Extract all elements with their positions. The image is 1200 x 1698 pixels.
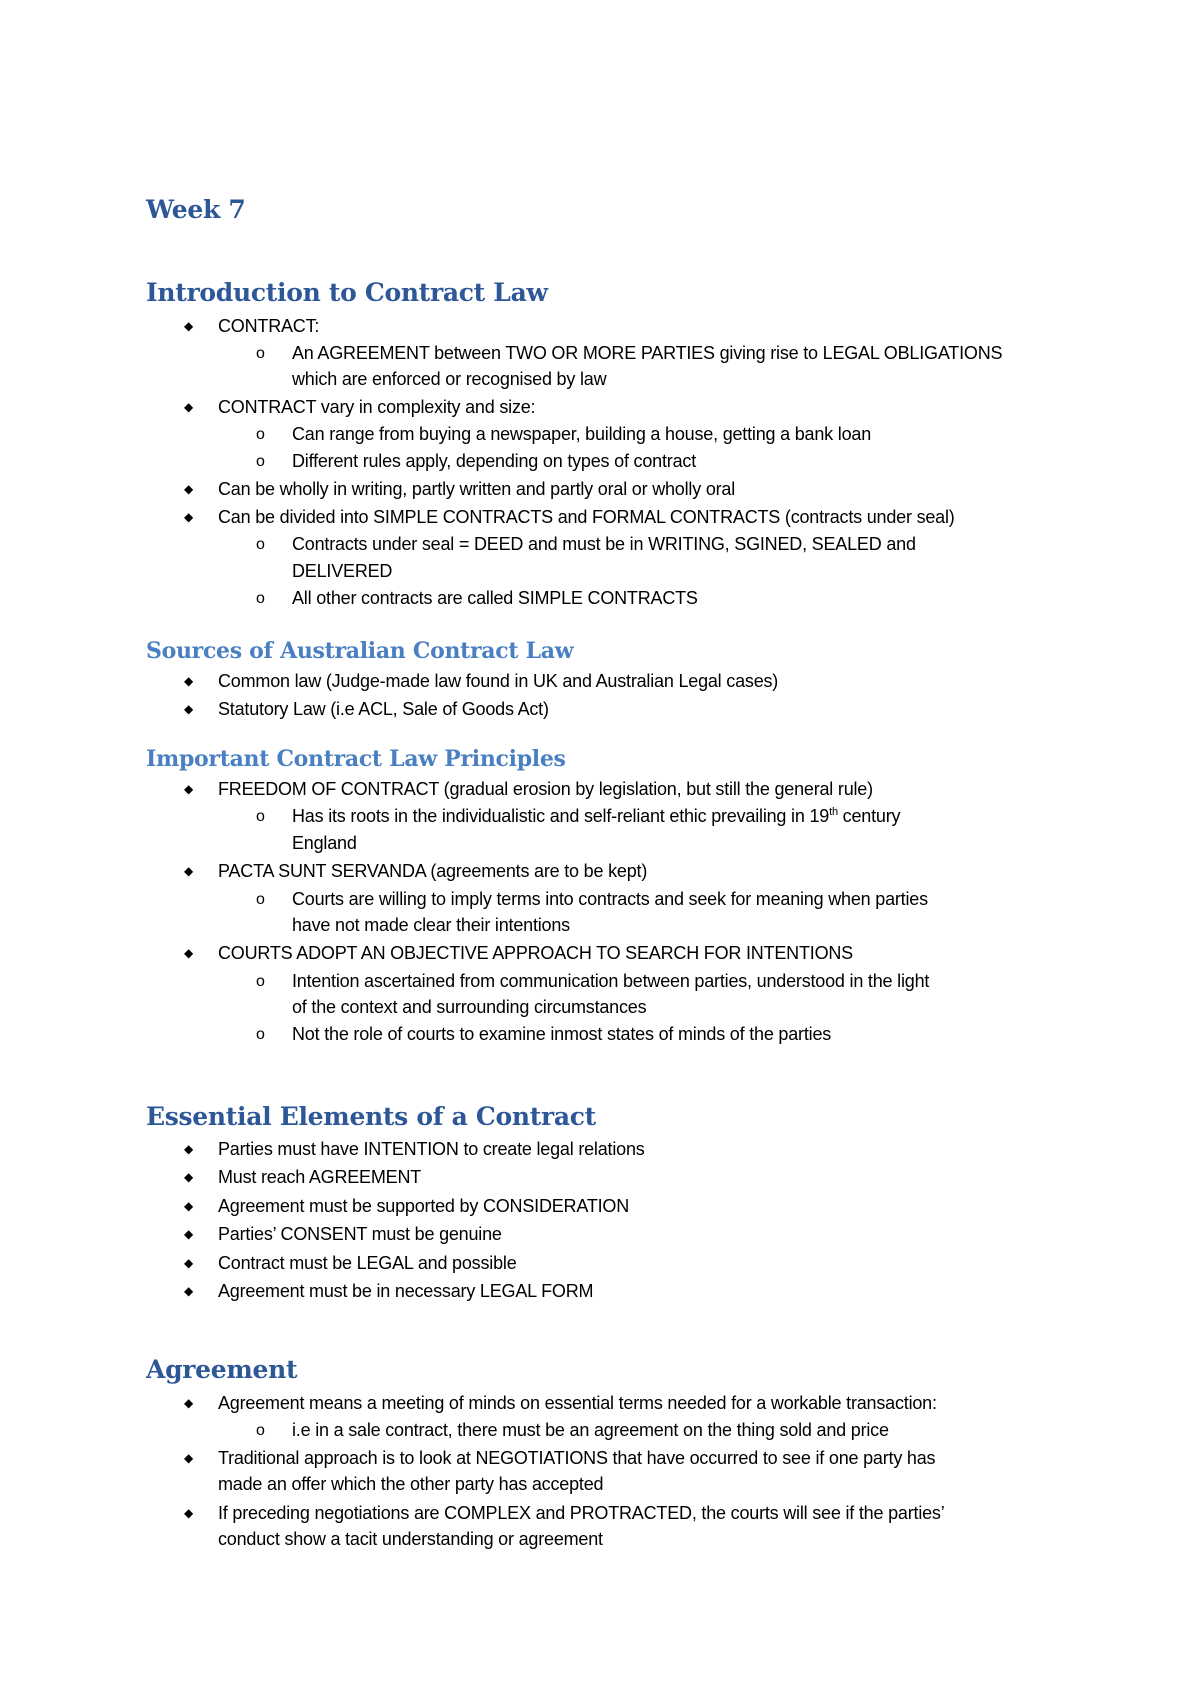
list-item: Can be wholly in writing, partly written and partly oral or wholly oral	[218, 479, 736, 499]
sub-bullet-icon: o	[256, 1026, 265, 1043]
bullet-icon: ◆	[184, 946, 194, 960]
bullet-icon: ◆	[184, 702, 194, 716]
sub-list-item: i.e in a sale contract, there must be an agreement on the thing sold and price	[292, 1420, 889, 1440]
sources-heading: Sources of Australian Contract Law	[146, 638, 574, 664]
bullet-icon: ◆	[184, 864, 194, 878]
page-title: Week 7	[146, 195, 246, 224]
sub-bullet-icon: o	[256, 453, 265, 470]
superscript-th: th	[829, 806, 838, 818]
list-item: If preceding negotiations are COMPLEX and PROTRACTED, the courts will see if the parties’	[218, 1503, 945, 1523]
sub-list-item: Different rules apply, depending on types of contract	[292, 451, 696, 471]
elements-heading: Essential Elements of a Contract	[146, 1102, 596, 1131]
bullet-icon: ◆	[184, 319, 194, 333]
agreement-heading: Agreement	[146, 1355, 298, 1384]
list-item: CONTRACT vary in complexity and size:	[218, 397, 536, 417]
bullet-icon: ◆	[184, 510, 194, 524]
sub-list-item: Courts are willing to imply terms into contracts and seek for meaning when parties	[292, 889, 928, 909]
sub-list-item-continued: England	[292, 833, 357, 853]
bullet-icon: ◆	[184, 1256, 194, 1270]
list-item: Parties must have INTENTION to create legal relations	[218, 1139, 645, 1159]
bullet-icon: ◆	[184, 1199, 194, 1213]
sub-list-item: Not the role of courts to examine inmost states of minds of the parties	[292, 1024, 832, 1044]
sub-list-item-text: Has its roots in the individualistic and self-reliant ethic prevailing in 19	[292, 806, 830, 826]
sub-list-item: Contracts under seal = DEED and must be in WRITING, SGINED, SEALED and	[292, 534, 916, 554]
sub-bullet-icon: o	[256, 973, 265, 990]
bullet-icon: ◆	[184, 1142, 194, 1156]
bullet-icon: ◆	[184, 782, 194, 796]
list-item: Agreement means a meeting of minds on essential terms needed for a workable transaction:	[218, 1393, 937, 1413]
list-item: Must reach AGREEMENT	[218, 1167, 422, 1187]
sub-bullet-icon: o	[256, 426, 265, 443]
sub-list-item-continued: DELIVERED	[292, 561, 393, 581]
list-item: Can be divided into SIMPLE CONTRACTS and FORMAL CONTRACTS (contracts under seal)	[218, 507, 955, 527]
bullet-icon: ◆	[184, 1170, 194, 1184]
sub-list-item: Intention ascertained from communication between parties, understood in the light	[292, 971, 930, 991]
list-item: FREEDOM OF CONTRACT (gradual erosion by legislation, but still the general rule)	[218, 779, 873, 799]
sub-list-item: Can range from buying a newspaper, building a house, getting a bank loan	[292, 424, 872, 444]
principles-heading: Important Contract Law Principles	[146, 746, 566, 772]
list-item: Statutory Law (i.e ACL, Sale of Goods Act)	[218, 699, 549, 719]
bullet-icon: ◆	[184, 1284, 194, 1298]
sub-bullet-icon: o	[256, 891, 265, 908]
bullet-icon: ◆	[184, 1451, 194, 1465]
list-item: PACTA SUNT SERVANDA (agreements are to be kept)	[218, 861, 648, 881]
bullet-icon: ◆	[184, 1227, 194, 1241]
sub-bullet-icon: o	[256, 1422, 265, 1439]
list-item: Parties’ CONSENT must be genuine	[218, 1224, 502, 1244]
bullet-icon: ◆	[184, 400, 194, 414]
bullet-icon: ◆	[184, 1506, 194, 1520]
list-item: CONTRACT:	[218, 316, 320, 336]
sub-bullet-icon: o	[256, 590, 265, 607]
list-item: COURTS ADOPT AN OBJECTIVE APPROACH TO SEARCH FOR INTENTIONS	[218, 943, 853, 963]
sub-bullet-icon: o	[256, 536, 265, 553]
list-item: Agreement must be supported by CONSIDERATION	[218, 1196, 630, 1216]
list-item: Agreement must be in necessary LEGAL FORM	[218, 1281, 594, 1301]
list-item: Traditional approach is to look at NEGOTIATIONS that have occurred to see if one party has	[218, 1448, 936, 1468]
list-item-continued: made an offer which the other party has accepted	[218, 1474, 604, 1494]
list-item-continued: conduct show a tacit understanding or agreement	[218, 1529, 603, 1549]
intro-heading: Introduction to Contract Law	[146, 278, 548, 307]
sub-list-item	[292, 803, 900, 830]
sub-list-item: An AGREEMENT between TWO OR MORE PARTIES giving rise to LEGAL OBLIGATIONS	[292, 343, 1003, 363]
bullet-icon: ◆	[184, 482, 194, 496]
sub-list-item-text-end: century	[837, 806, 901, 826]
sub-list-item-continued: of the context and surrounding circumstances	[292, 997, 647, 1017]
sub-list-item: All other contracts are called SIMPLE CONTRACTS	[292, 588, 698, 608]
sub-list-item-continued: have not made clear their intentions	[292, 915, 570, 935]
bullet-icon: ◆	[184, 674, 194, 688]
list-item: Common law (Judge-made law found in UK and Australian Legal cases)	[218, 671, 779, 691]
bullet-icon: ◆	[184, 1396, 194, 1410]
sub-bullet-icon: o	[256, 808, 265, 825]
list-item: Contract must be LEGAL and possible	[218, 1253, 517, 1273]
sub-list-item-continued: which are enforced or recognised by law	[292, 369, 607, 389]
sub-bullet-icon: o	[256, 345, 265, 362]
